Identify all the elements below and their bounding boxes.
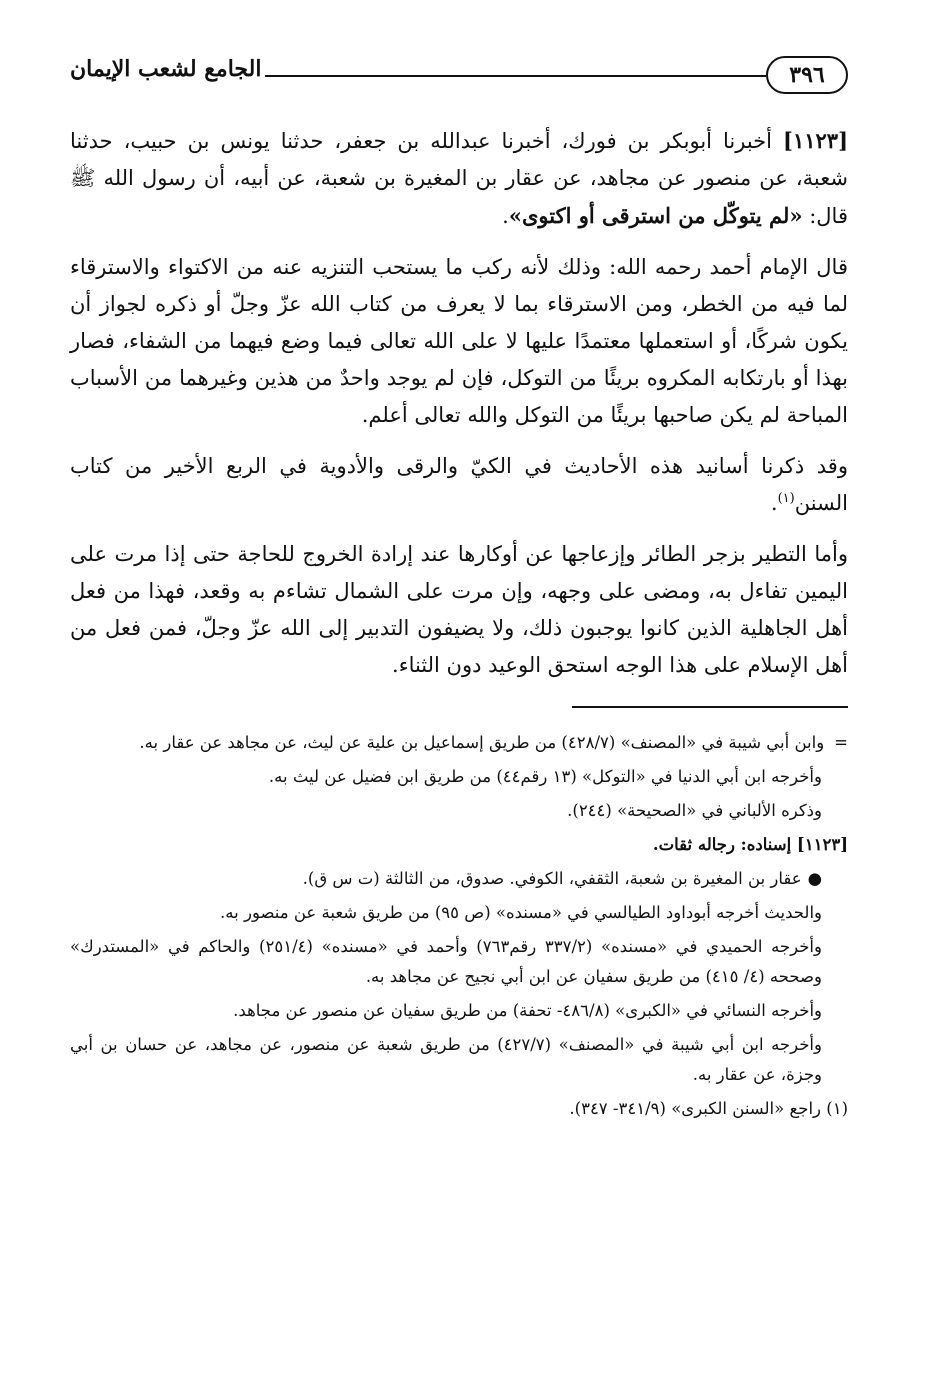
hadith-chain: أخبرنا أبوبكر بن فورك، أخبرنا عبدالله بن جعفر، حدثنا يونس بن حبيب، حدثنا شعبة، عن منصور عن مجاهد، عن عقار بن المغيرة بن شعبة، عن أبيه، أن رسول الله ﷺ قال:	[70, 129, 848, 228]
footnote-line: وأخرجه النسائي في «الكبرى» (٤٨٦/٨- تحفة) من طريق سفيان عن منصور عن مجاهد.	[233, 1001, 822, 1020]
header-rule	[265, 75, 766, 77]
footnote-line: وأخرجه ابن أبي الدنيا في «التوكل» (١٣ رقم٤٤) من طريق ابن فضيل عن ليث به.	[268, 767, 822, 786]
book-title: الجامع لشعب الإيمان	[70, 56, 262, 82]
footnote-line: والحديث أخرجه أبوداود الطيالسي في «مسنده» (ص ٩٥) من طريق شعبة عن منصور به.	[220, 903, 822, 922]
page-header	[70, 48, 848, 100]
footnote-line: =وابن أبي شيبة في «المصنف» (٤٢٨/٧) من طريق إسماعيل بن علية عن ليث، عن مجاهد عن عقار به.	[70, 728, 848, 758]
footnote-line: ●عقار بن المغيرة بن شعبة، الثقفي، الكوفي. صدوق، من الثالثة (ت س ق).	[70, 864, 848, 894]
hadith-quote: «لم يتوكّل من استرقى أو اكتوى»	[508, 203, 803, 228]
commentary-paragraph: قال الإمام أحمد رحمه الله: وذلك لأنه ركب ما يستحب التنزيه عنه من الاكتواء والاسترقاء لما فيه من الخطر، ومن الاسترقاء بما لا يعرف من كتاب الله عزّ وجلّ أو ذكره لجواز أن يكون شركًا، أو استعملها معتمدًا عليها لا على الله تعالى فيما وضع فيهما من الشفاء، فصار بهذا أو بارتكابه المكروه بريئًا من التوكل، فإن لم يوجد واحدٌ من هذين وغيرهما من الأسباب المباحة لم يكن صاحبها بريئًا من التوكل والله تعالى أعلم.	[70, 255, 848, 427]
footnote-ref[interactable]: (١)	[777, 491, 795, 506]
footnotes	[70, 728, 848, 1124]
book-page	[70, 48, 848, 1128]
continuation-mark: =	[834, 733, 848, 752]
hadith-number: [١١٢٣]	[783, 128, 848, 153]
footnote-line: وأخرجه الحميدي في «مسنده» (٣٣٧/٢ رقم٧٦٣) وأحمد في «مسنده» (٢٥١/٤) والحاكم في «المستدرك» وصححه (٤/ ٤١٥) من طريق سفيان عن ابن أبي نجيح عن مجاهد به.	[70, 937, 822, 986]
footnote-line: وذكره الألباني في «الصحيحة» (٢٤٤).	[567, 801, 822, 820]
hadith-paragraph	[70, 122, 848, 235]
hadith-end: .	[502, 204, 509, 228]
omen-paragraph: وأما التطير بزجر الطائر وإزعاجها عن أوكارها عند إرادة الخروج للحاجة حتى إذا مرت على اليمين تفاءل به، ومضى على وجهه، وإن مرت على الشمال تشاءم به وقعد، فهذا من فعل أهل الجاهلية الذين كانوا يوجبون ذلك، ولا يضيفون التدبير إلى الله عزّ وجلّ، فمن فعل من أهل الإسلام على هذا الوجه استحق الوعيد دون الثناء.	[70, 542, 848, 677]
main-text	[70, 122, 848, 684]
page-number: ٣٩٦	[766, 56, 848, 94]
footnote-line: (١) راجع «السنن الكبرى» (٣٤١/٩- ٣٤٧).	[569, 1099, 848, 1118]
reference-end: .	[770, 491, 778, 515]
reference-text: وقد ذكرنا أسانيد هذه الأحاديث في الكيّ والرقى والأدوية في الربع الأخير من كتاب السنن	[70, 454, 848, 515]
reference-paragraph	[70, 448, 848, 522]
footnote-line: وأخرجه ابن أبي شيبة في «المصنف» (٤٢٧/٧) من طريق شعبة عن منصور، عن مجاهد، عن حسان بن أبي وجزة، عن عقار به.	[70, 1035, 822, 1084]
footnote-divider	[572, 706, 848, 708]
footnote-heading: [١١٢٣] إسناده: رجاله ثقات.	[652, 835, 848, 854]
bullet-icon: ●	[807, 869, 822, 888]
